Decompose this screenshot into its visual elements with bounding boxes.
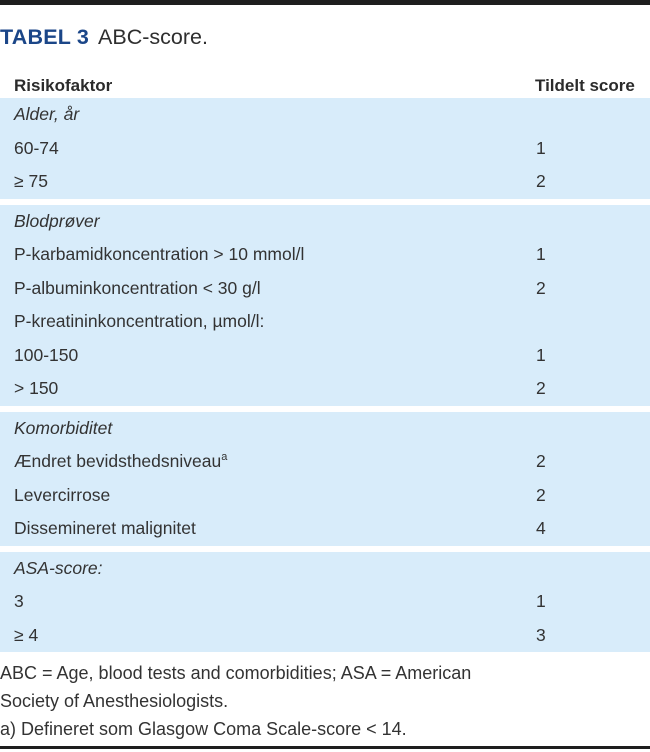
top-rule <box>0 0 650 5</box>
footnote-marker: a <box>221 451 228 464</box>
table-row <box>0 619 650 653</box>
section-heading-row <box>0 412 650 446</box>
risk-factor-text: Ændret bevidsthedsniveau <box>14 451 222 472</box>
table-body <box>0 98 650 652</box>
section-heading-row <box>0 98 650 132</box>
table-row <box>0 305 650 339</box>
bottom-rule <box>0 746 650 749</box>
risk-factor-cell: 60-74 <box>14 137 59 158</box>
table-row <box>0 585 650 619</box>
risk-factor-cell: 3 <box>14 591 24 612</box>
table-row <box>0 372 650 406</box>
risk-factor-cell: ≥ 75 <box>14 171 48 192</box>
section-heading-row <box>0 552 650 586</box>
table-caption: ABC-score. <box>98 25 208 49</box>
risk-factor-cell: Levercirrose <box>14 484 111 505</box>
score-cell: 2 <box>536 451 546 472</box>
section-comorbidity <box>0 412 650 546</box>
score-cell: 4 <box>536 518 546 539</box>
section-asa-score <box>0 552 650 653</box>
column-header-risk-factor: Risikofaktor <box>14 76 113 95</box>
section-age <box>0 98 650 199</box>
table-row <box>0 165 650 199</box>
abbreviation-note-line2: Society of Anesthesiologists. <box>0 691 229 711</box>
section-heading: Alder, år <box>14 104 80 125</box>
table-row <box>0 238 650 272</box>
score-cell: 1 <box>536 344 546 365</box>
score-cell: 1 <box>536 137 546 158</box>
risk-factor-cell <box>0 451 533 472</box>
risk-factor-cell: P-kreatininkoncentration, µmol/l: <box>14 311 265 332</box>
section-heading: Blodprøver <box>14 210 100 231</box>
section-blood-tests <box>0 205 650 406</box>
score-cell: 2 <box>536 277 546 298</box>
risk-factor-cell: Dissemineret malignitet <box>14 518 196 539</box>
score-cell: 2 <box>536 378 546 399</box>
footnotes <box>0 659 650 743</box>
score-cell: 1 <box>536 591 546 612</box>
table-number: TABEL 3 <box>0 25 90 49</box>
score-cell: 1 <box>536 244 546 265</box>
table-header-row <box>0 72 650 96</box>
score-cell: 2 <box>536 484 546 505</box>
risk-factor-cell: 100-150 <box>14 344 79 365</box>
score-cell: 3 <box>536 624 546 645</box>
table-row <box>0 272 650 306</box>
section-heading: Komorbiditet <box>14 417 113 438</box>
table-title <box>0 24 650 50</box>
table-row <box>0 479 650 513</box>
score-cell: 2 <box>536 171 546 192</box>
section-heading-row <box>0 205 650 239</box>
column-header-score: Tildelt score <box>535 76 635 95</box>
risk-factor-cell: > 150 <box>14 378 59 399</box>
abbreviation-note-line1: ABC = Age, blood tests and comorbidities; ASA = American <box>0 663 472 683</box>
table-row <box>0 445 650 479</box>
table-row <box>0 132 650 166</box>
risk-factor-cell: P-albuminkoncentration < 30 g/l <box>14 277 261 298</box>
risk-factor-cell: ≥ 4 <box>14 624 39 645</box>
footnote-a: a) Defineret som Glasgow Coma Scale-score < 14. <box>0 719 407 739</box>
table-row <box>0 339 650 373</box>
risk-factor-cell: P-karbamidkoncentration > 10 mmol/l <box>14 244 305 265</box>
section-heading: ASA-score: <box>14 557 103 578</box>
table-row <box>0 512 650 546</box>
